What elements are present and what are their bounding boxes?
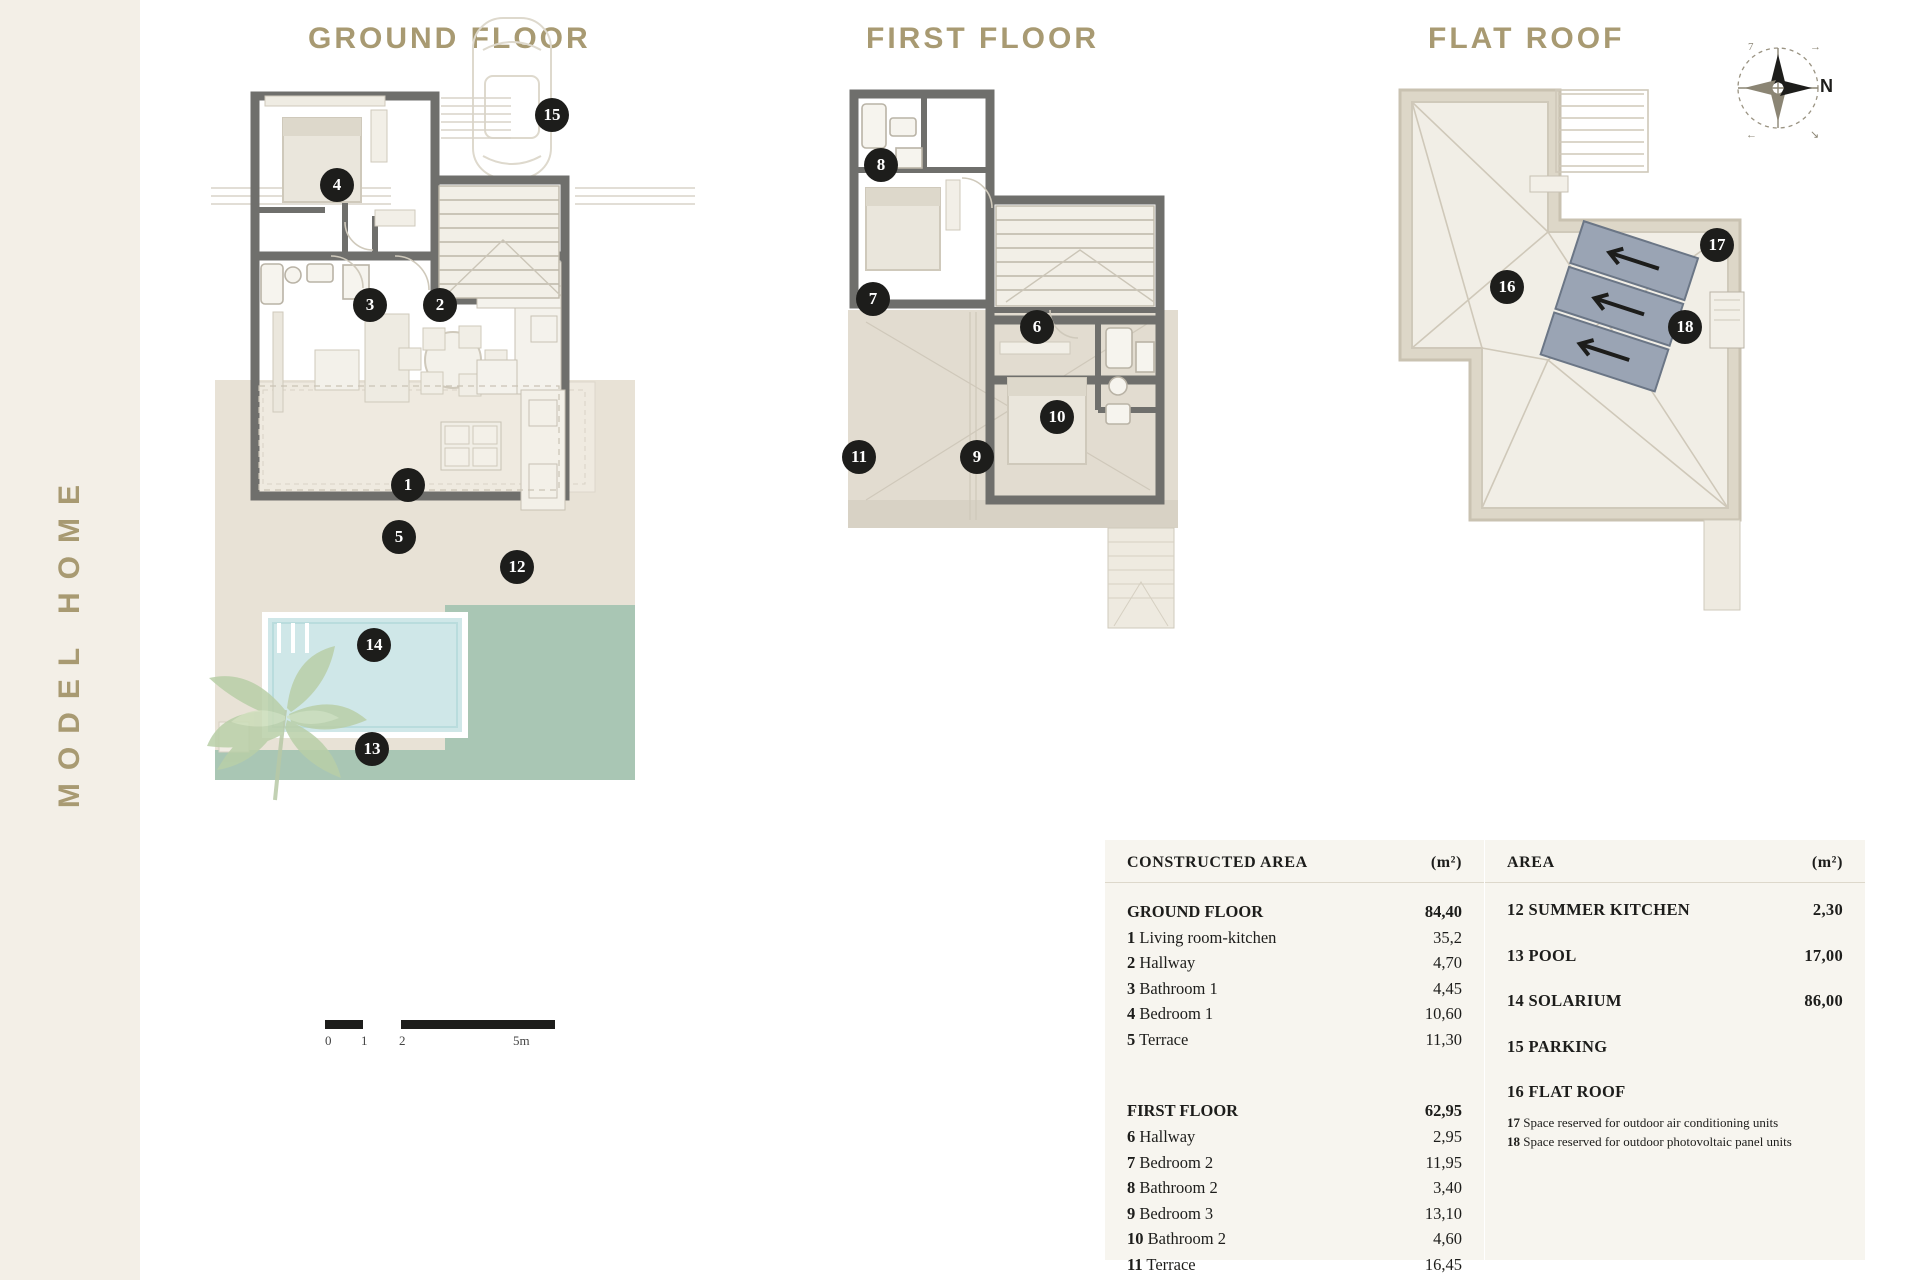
group-value-first-floor: 62,95	[1424, 1101, 1462, 1121]
table-row	[1127, 1150, 1462, 1176]
constructed-area-table	[1105, 840, 1485, 1274]
item-num: 15	[1507, 1036, 1525, 1056]
marker-7[interactable]: 7	[856, 282, 890, 316]
compass-rose-icon	[1720, 28, 1840, 148]
table-row	[1127, 1252, 1462, 1278]
item-label: Terrace	[1139, 1029, 1189, 1049]
marker-15[interactable]: 15	[535, 98, 569, 132]
marker-4[interactable]: 4	[320, 168, 354, 202]
item-label: SOLARIUM	[1528, 991, 1622, 1011]
brand-vertical-title	[0, 0, 140, 1280]
item-label: Bathroom 2	[1147, 1229, 1226, 1249]
group-value-ground-floor: 84,40	[1424, 902, 1462, 921]
bedroom1-furniture	[265, 96, 415, 226]
group-label-ground-floor: GROUND FLOOR	[1127, 902, 1264, 921]
table-row	[1127, 1226, 1462, 1252]
bathroom1-fixtures	[261, 264, 369, 304]
table-row	[1127, 925, 1462, 951]
item-value: 4,60	[1433, 1229, 1462, 1249]
item-label: Bathroom 2	[1139, 1178, 1218, 1198]
item-value: 86,00	[1804, 991, 1843, 1011]
area-header	[1485, 840, 1865, 883]
table-row	[1507, 897, 1843, 923]
plan-title-first-floor: FIRST FLOOR	[866, 22, 1099, 55]
table-row	[1127, 1175, 1462, 1201]
item-num: 12	[1507, 900, 1525, 919]
plan-title-flat-roof: FLAT ROOF	[1428, 22, 1625, 55]
item-value: 35,2	[1433, 927, 1462, 947]
marker-5[interactable]: 5	[382, 520, 416, 554]
marker-18[interactable]: 18	[1668, 310, 1702, 344]
table-row	[1127, 1027, 1462, 1053]
marker-1[interactable]: 1	[391, 468, 425, 502]
scale-tick-2: 2	[399, 1033, 406, 1048]
item-num: 1	[1127, 927, 1136, 947]
marker-9[interactable]: 9	[960, 440, 994, 474]
item-label: Hallway	[1139, 1126, 1196, 1146]
bedroom2-furniture	[866, 180, 960, 270]
constructed-area-header	[1105, 840, 1484, 883]
area-header-label: AREA	[1507, 854, 1555, 871]
staircase-ground	[439, 186, 561, 298]
marker-6[interactable]: 6	[1020, 310, 1054, 344]
floorplan-first-floor	[850, 60, 1300, 740]
item-num: 2	[1127, 953, 1136, 973]
item-num: 5	[1127, 1029, 1136, 1049]
svg-text:↘: ↘	[1810, 129, 1820, 141]
scale-bar	[325, 1020, 575, 1049]
marker-10[interactable]: 10	[1040, 400, 1074, 434]
item-label: FLAT ROOF	[1528, 1082, 1626, 1102]
table-row	[1507, 943, 1843, 969]
item-label: Bedroom 1	[1139, 1004, 1214, 1024]
item-label: Terrace	[1146, 1254, 1196, 1274]
staircase-first	[996, 206, 1154, 306]
marker-16[interactable]: 16	[1490, 270, 1524, 304]
roof-hatch-door	[1530, 176, 1568, 192]
flat-roof-drawing	[1410, 60, 1880, 680]
item-label: Bedroom 2	[1139, 1152, 1214, 1172]
marker-8[interactable]: 8	[864, 148, 898, 182]
item-value: 4,70	[1433, 953, 1462, 973]
area-body	[1485, 883, 1865, 1162]
item-num: 3	[1127, 978, 1136, 998]
svg-text:7: 7	[1748, 41, 1754, 53]
constructed-area-body	[1105, 883, 1484, 1287]
marker-14[interactable]: 14	[357, 628, 391, 662]
plan-title-ground-floor: GROUND FLOOR	[308, 22, 591, 55]
item-num: 10	[1127, 1229, 1144, 1249]
table-row	[1127, 976, 1462, 1002]
item-num: 7	[1127, 1152, 1136, 1172]
palm-decoration	[205, 600, 375, 830]
item-value: 16,45	[1424, 1254, 1462, 1274]
scale-bar-labels	[325, 1033, 575, 1049]
table-row	[1127, 1098, 1462, 1124]
table-row	[1127, 899, 1462, 925]
area-header-unit: (m²)	[1811, 854, 1843, 871]
brand-vertical-title-text: MODEL HOME	[53, 471, 86, 809]
floorplan-flat-roof	[1410, 60, 1880, 680]
item-label: PARKING	[1528, 1036, 1608, 1056]
item-value: 11,95	[1425, 1152, 1462, 1172]
item-label: SUMMER KITCHEN	[1528, 900, 1690, 919]
note-label: Space reserved for outdoor air conditioning units	[1523, 1114, 1779, 1130]
item-value: 10,60	[1424, 1004, 1462, 1024]
item-label: POOL	[1528, 945, 1577, 965]
table-row	[1507, 1079, 1843, 1105]
item-num: 6	[1127, 1126, 1136, 1146]
note-num: 18	[1507, 1134, 1520, 1150]
roof-entrance-slab	[1704, 520, 1740, 610]
area-table	[1485, 840, 1865, 1260]
marker-11[interactable]: 11	[842, 440, 876, 474]
living-room-furniture	[273, 186, 561, 412]
item-value: 3,40	[1433, 1178, 1462, 1198]
item-value: 13,10	[1424, 1203, 1462, 1223]
item-num: 11	[1127, 1254, 1143, 1274]
scale-tick-1: 1	[361, 1033, 368, 1048]
scale-bar-segments	[325, 1020, 555, 1029]
item-num: 8	[1127, 1178, 1136, 1198]
scale-tick-0: 0	[325, 1033, 332, 1048]
marker-2[interactable]: 2	[423, 288, 457, 322]
entrance-steps	[1108, 528, 1174, 628]
item-value: 17,00	[1804, 945, 1843, 965]
svg-text:←: ←	[1746, 129, 1757, 141]
compass-north-label: N	[1820, 76, 1833, 96]
area-tables	[1105, 840, 1865, 1274]
item-num: 16	[1507, 1082, 1525, 1102]
table-row	[1127, 950, 1462, 976]
item-num: 4	[1127, 1004, 1136, 1024]
item-num: 14	[1507, 991, 1525, 1011]
table-row	[1507, 1034, 1843, 1060]
table-row	[1507, 1113, 1843, 1133]
group-label-first-floor: FIRST FLOOR	[1127, 1101, 1239, 1121]
constructed-area-header-unit: (m²)	[1430, 854, 1462, 871]
table-row	[1127, 1201, 1462, 1227]
constructed-area-header-label: CONSTRUCTED AREA	[1127, 854, 1308, 871]
note-label: Space reserved for outdoor photovoltaic panel units	[1523, 1134, 1792, 1150]
scale-tick-5m: 5m	[513, 1033, 530, 1048]
table-row	[1127, 1124, 1462, 1150]
item-label: Living room-kitchen	[1139, 927, 1277, 947]
item-value: 2,95	[1433, 1126, 1462, 1146]
table-row	[1507, 1132, 1843, 1152]
item-num: 9	[1127, 1203, 1136, 1223]
table-row	[1127, 1001, 1462, 1027]
item-value: 2,30	[1812, 900, 1843, 919]
marker-3[interactable]: 3	[353, 288, 387, 322]
item-label: Bedroom 3	[1139, 1203, 1214, 1223]
marker-12[interactable]: 12	[500, 550, 534, 584]
marker-13[interactable]: 13	[355, 732, 389, 766]
item-label: Bathroom 1	[1139, 978, 1218, 998]
item-value: 4,45	[1433, 978, 1462, 998]
svg-text:→: →	[1810, 41, 1821, 53]
first-floor-drawing	[850, 60, 1300, 740]
roof-hatch-lines	[1556, 90, 1648, 172]
marker-17[interactable]: 17	[1700, 228, 1734, 262]
item-label: Hallway	[1139, 953, 1196, 973]
item-num: 13	[1507, 945, 1525, 965]
note-num: 17	[1507, 1114, 1520, 1130]
item-value: 11,30	[1425, 1029, 1462, 1049]
table-row	[1507, 988, 1843, 1014]
